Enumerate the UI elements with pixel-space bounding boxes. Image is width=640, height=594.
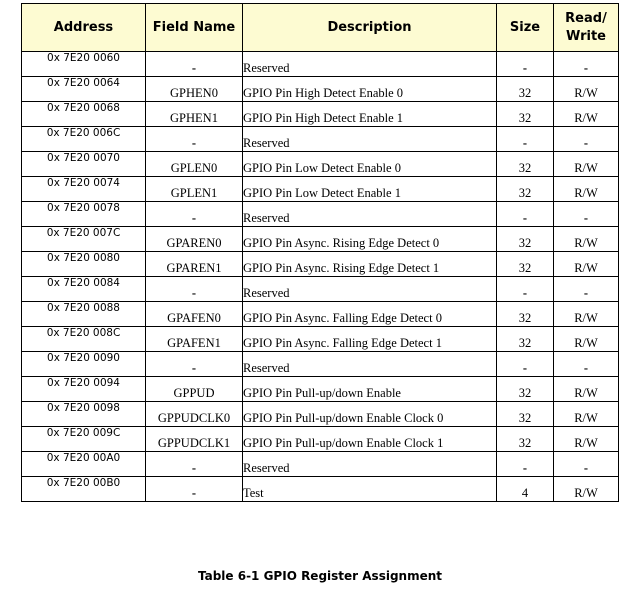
size-cell: 32 bbox=[497, 77, 554, 102]
field-name-cell: GPHEN1 bbox=[146, 102, 243, 127]
size-cell: 32 bbox=[497, 377, 554, 402]
size-cell: - bbox=[497, 277, 554, 302]
size-cell: - bbox=[497, 202, 554, 227]
read-write-cell: R/W bbox=[554, 477, 619, 502]
field-name-cell: - bbox=[146, 202, 243, 227]
table-row bbox=[22, 477, 619, 502]
table-row bbox=[22, 302, 619, 327]
read-write-cell: R/W bbox=[554, 427, 619, 452]
address-cell: 0x 7E20 0084 bbox=[22, 277, 146, 302]
description-cell: GPIO Pin Async. Rising Edge Detect 0 bbox=[243, 227, 497, 252]
read-write-cell: R/W bbox=[554, 327, 619, 352]
size-cell: - bbox=[497, 127, 554, 152]
read-write-cell: R/W bbox=[554, 102, 619, 127]
header-address: Address bbox=[22, 4, 146, 52]
table-row bbox=[22, 452, 619, 477]
field-name-cell: GPPUD bbox=[146, 377, 243, 402]
read-write-cell: R/W bbox=[554, 227, 619, 252]
header-read-write-line1: Read/ bbox=[565, 10, 607, 26]
field-name-cell: - bbox=[146, 52, 243, 77]
table-row bbox=[22, 152, 619, 177]
table-body bbox=[22, 52, 619, 502]
size-cell: 32 bbox=[497, 227, 554, 252]
table-row bbox=[22, 52, 619, 77]
table-row bbox=[22, 102, 619, 127]
read-write-cell: - bbox=[554, 452, 619, 477]
read-write-cell: R/W bbox=[554, 152, 619, 177]
size-cell: 4 bbox=[497, 477, 554, 502]
field-name-cell: - bbox=[146, 352, 243, 377]
address-cell: 0x 7E20 006C bbox=[22, 127, 146, 152]
table-row bbox=[22, 77, 619, 102]
table-row bbox=[22, 277, 619, 302]
address-cell: 0x 7E20 008C bbox=[22, 327, 146, 352]
read-write-cell: R/W bbox=[554, 377, 619, 402]
header-row bbox=[22, 4, 619, 52]
field-name-cell: - bbox=[146, 277, 243, 302]
size-cell: - bbox=[497, 352, 554, 377]
read-write-cell: R/W bbox=[554, 77, 619, 102]
address-cell: 0x 7E20 0080 bbox=[22, 252, 146, 277]
field-name-cell: GPPUDCLK1 bbox=[146, 427, 243, 452]
field-name-cell: GPAFEN0 bbox=[146, 302, 243, 327]
field-name-cell: GPAFEN1 bbox=[146, 327, 243, 352]
description-cell: GPIO Pin Pull-up/down Enable bbox=[243, 377, 497, 402]
table-row bbox=[22, 127, 619, 152]
address-cell: 0x 7E20 00B0 bbox=[22, 477, 146, 502]
table-row bbox=[22, 252, 619, 277]
header-read-write bbox=[554, 4, 619, 52]
description-cell: Reserved bbox=[243, 127, 497, 152]
size-cell: 32 bbox=[497, 427, 554, 452]
header-description: Description bbox=[243, 4, 497, 52]
size-cell: 32 bbox=[497, 327, 554, 352]
address-cell: 0x 7E20 0064 bbox=[22, 77, 146, 102]
description-cell: GPIO Pin Async. Falling Edge Detect 1 bbox=[243, 327, 497, 352]
read-write-cell: - bbox=[554, 52, 619, 77]
read-write-cell: - bbox=[554, 127, 619, 152]
table-header bbox=[22, 4, 619, 52]
size-cell: 32 bbox=[497, 302, 554, 327]
description-cell: Reserved bbox=[243, 452, 497, 477]
header-field-name: Field Name bbox=[146, 4, 243, 52]
read-write-cell: R/W bbox=[554, 402, 619, 427]
description-cell: Reserved bbox=[243, 52, 497, 77]
read-write-cell: R/W bbox=[554, 177, 619, 202]
table-row bbox=[22, 352, 619, 377]
description-cell: GPIO Pin High Detect Enable 1 bbox=[243, 102, 497, 127]
field-name-cell: - bbox=[146, 127, 243, 152]
address-cell: 0x 7E20 0090 bbox=[22, 352, 146, 377]
address-cell: 0x 7E20 0070 bbox=[22, 152, 146, 177]
field-name-cell: GPHEN0 bbox=[146, 77, 243, 102]
table-caption: Table 6-1 GPIO Register Assignment bbox=[197, 569, 443, 583]
table-row bbox=[22, 202, 619, 227]
size-cell: 32 bbox=[497, 177, 554, 202]
address-cell: 0x 7E20 0094 bbox=[22, 377, 146, 402]
field-name-cell: GPPUDCLK0 bbox=[146, 402, 243, 427]
read-write-cell: R/W bbox=[554, 302, 619, 327]
size-cell: 32 bbox=[497, 102, 554, 127]
table-row bbox=[22, 402, 619, 427]
size-cell: 32 bbox=[497, 402, 554, 427]
address-cell: 0x 7E20 0068 bbox=[22, 102, 146, 127]
address-cell: 0x 7E20 0088 bbox=[22, 302, 146, 327]
description-cell: Reserved bbox=[243, 277, 497, 302]
field-name-cell: GPAREN0 bbox=[146, 227, 243, 252]
description-cell: GPIO Pin Async. Falling Edge Detect 0 bbox=[243, 302, 497, 327]
field-name-cell: GPLEN1 bbox=[146, 177, 243, 202]
field-name-cell: - bbox=[146, 452, 243, 477]
address-cell: 0x 7E20 0060 bbox=[22, 52, 146, 77]
address-cell: 0x 7E20 0098 bbox=[22, 402, 146, 427]
address-cell: 0x 7E20 0078 bbox=[22, 202, 146, 227]
description-cell: GPIO Pin Low Detect Enable 1 bbox=[243, 177, 497, 202]
read-write-cell: - bbox=[554, 277, 619, 302]
description-cell: GPIO Pin High Detect Enable 0 bbox=[243, 77, 497, 102]
table-row bbox=[22, 377, 619, 402]
read-write-cell: - bbox=[554, 352, 619, 377]
size-cell: 32 bbox=[497, 152, 554, 177]
address-cell: 0x 7E20 007C bbox=[22, 227, 146, 252]
size-cell: - bbox=[497, 52, 554, 77]
description-cell: GPIO Pin Low Detect Enable 0 bbox=[243, 152, 497, 177]
table-row bbox=[22, 327, 619, 352]
description-cell: Reserved bbox=[243, 352, 497, 377]
field-name-cell: GPAREN1 bbox=[146, 252, 243, 277]
gpio-register-table bbox=[21, 3, 619, 502]
table-row bbox=[22, 227, 619, 252]
description-cell: GPIO Pin Pull-up/down Enable Clock 1 bbox=[243, 427, 497, 452]
description-cell: GPIO Pin Pull-up/down Enable Clock 0 bbox=[243, 402, 497, 427]
read-write-cell: - bbox=[554, 202, 619, 227]
table-row bbox=[22, 177, 619, 202]
description-cell: Test bbox=[243, 477, 497, 502]
header-read-write-line2: Write bbox=[565, 28, 606, 44]
description-cell: GPIO Pin Async. Rising Edge Detect 1 bbox=[243, 252, 497, 277]
address-cell: 0x 7E20 0074 bbox=[22, 177, 146, 202]
table-row bbox=[22, 427, 619, 452]
field-name-cell: - bbox=[146, 477, 243, 502]
size-cell: - bbox=[497, 452, 554, 477]
field-name-cell: GPLEN0 bbox=[146, 152, 243, 177]
size-cell: 32 bbox=[497, 252, 554, 277]
address-cell: 0x 7E20 00A0 bbox=[22, 452, 146, 477]
description-cell: Reserved bbox=[243, 202, 497, 227]
header-size: Size bbox=[497, 4, 554, 52]
address-cell: 0x 7E20 009C bbox=[22, 427, 146, 452]
read-write-cell: R/W bbox=[554, 252, 619, 277]
